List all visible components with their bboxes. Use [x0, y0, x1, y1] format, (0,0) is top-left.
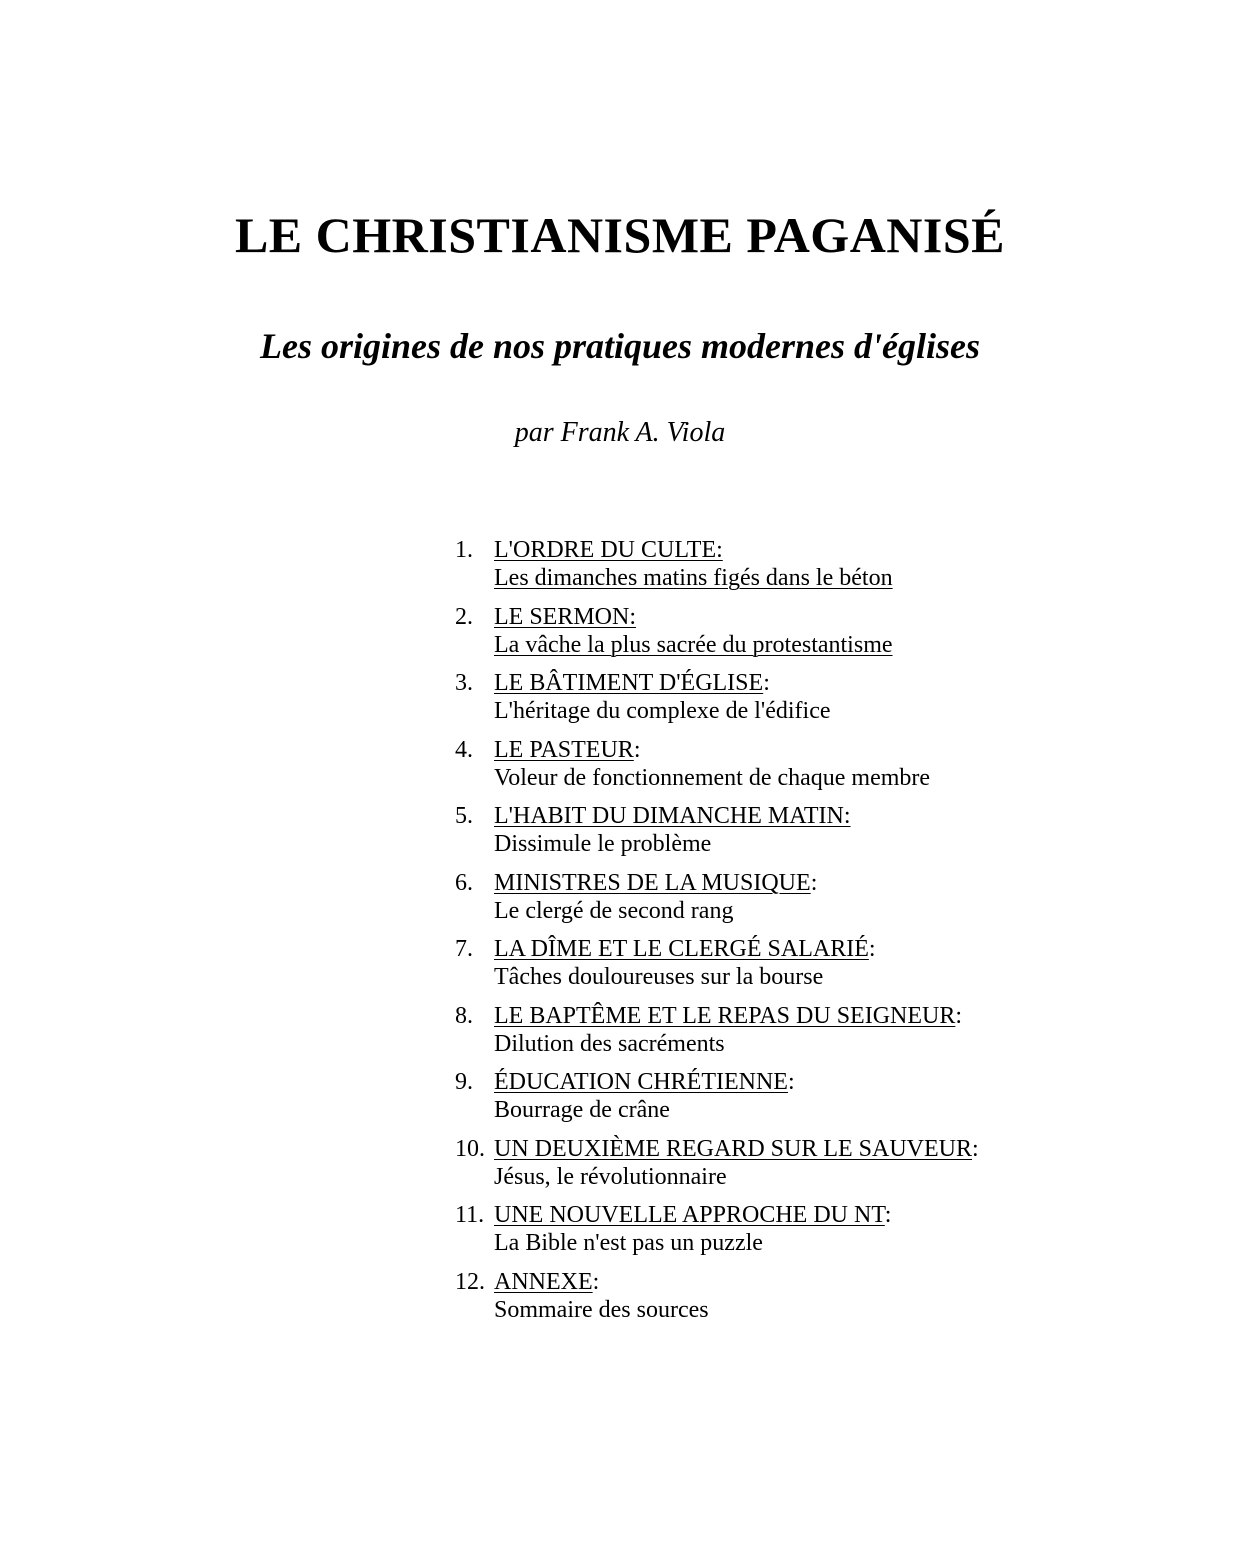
toc-item-number: 5. — [455, 803, 473, 829]
toc-item-number: 7. — [455, 936, 473, 962]
toc-item-heading-line — [494, 1069, 795, 1095]
toc-item-subtitle: Sommaire des sources — [494, 1296, 709, 1323]
toc-item-colon: : — [868, 936, 876, 962]
toc-item-title-link[interactable]: L'ORDRE DU CULTE: — [494, 537, 723, 563]
toc-item-subtitle[interactable]: Les dimanches matins figés dans le béton — [494, 565, 893, 591]
toc-item — [455, 536, 1175, 603]
toc-item-number: 11. — [455, 1202, 485, 1228]
toc-item-title-link[interactable]: UN DEUXIÈME REGARD SUR LE SAUVEUR — [494, 1135, 972, 1162]
toc-item-title-link[interactable]: LE BAPTÊME ET LE REPAS DU SEIGNEUR — [494, 1002, 956, 1029]
toc-item — [455, 869, 1175, 936]
toc-item-number: 4. — [455, 736, 473, 763]
toc-item-number: 6. — [455, 869, 473, 896]
toc-item-title-link[interactable]: LA DÎME ET LE CLERGÉ SALARIÉ — [494, 936, 869, 962]
toc-item-heading-line — [494, 1003, 962, 1029]
toc-item-colon: : — [810, 869, 818, 896]
toc-item-heading-line — [494, 803, 851, 829]
toc-item — [455, 736, 1175, 803]
toc-item-heading-line — [494, 936, 876, 962]
toc-item-title-link[interactable]: LE SERMON: — [494, 603, 637, 630]
toc-item-heading-line — [494, 670, 770, 696]
toc-item-number: 12. — [455, 1268, 485, 1295]
toc-item — [455, 1002, 1175, 1069]
toc-item — [455, 1135, 1175, 1202]
toc-item — [455, 1268, 1175, 1335]
toc-item-heading-line — [494, 537, 723, 563]
toc-item-colon: : — [633, 736, 641, 763]
toc-item — [455, 802, 1175, 869]
toc-item-body — [494, 1068, 795, 1124]
toc-item-colon: : — [884, 1202, 892, 1228]
toc-item-colon: : — [592, 1268, 600, 1295]
toc-item-number: 3. — [455, 670, 473, 696]
toc-item-colon: : — [763, 670, 770, 696]
toc-item-number: 10. — [455, 1135, 485, 1162]
toc-item-subtitle: Voleur de fonctionnement de chaque membre — [494, 764, 931, 791]
toc-item-subtitle: Bourrage de crâne — [494, 1097, 670, 1123]
toc-item-subtitle: La Bible n'est pas un puzzle — [494, 1230, 763, 1256]
toc-item-title-link[interactable]: LE PASTEUR — [494, 736, 634, 763]
toc-item-title-link[interactable]: ÉDUCATION CHRÉTIENNE — [494, 1069, 788, 1095]
toc-item-body — [494, 1268, 709, 1324]
toc-item-colon: : — [972, 1135, 979, 1162]
toc-item-number: 2. — [455, 603, 473, 630]
toc-item — [455, 669, 1175, 736]
toc-item-heading-line — [494, 1136, 979, 1162]
toc-item-body — [494, 935, 876, 991]
toc-item-number: 8. — [455, 1002, 473, 1029]
toc-item-body — [494, 536, 893, 592]
toc-item-body — [494, 869, 817, 925]
toc-item-heading-line — [494, 1269, 599, 1295]
toc-item-title-link[interactable]: ANNEXE — [494, 1268, 593, 1295]
toc-item-subtitle: Dilution des sacréments — [494, 1030, 725, 1057]
toc-item-body — [494, 1002, 962, 1058]
toc-item-number: 1. — [455, 537, 473, 563]
toc-item-title-link[interactable]: LE BÂTIMENT D'ÉGLISE — [494, 670, 764, 696]
toc-item-subtitle: Dissimule le problème — [494, 831, 712, 857]
document-subtitle: Les origines de nos pratiques modernes d'églises — [259, 326, 981, 366]
toc-item-body — [494, 603, 893, 659]
toc-item-title-link[interactable]: UNE NOUVELLE APPROCHE DU NT — [494, 1202, 885, 1228]
toc-item-body — [494, 1135, 979, 1191]
toc-item-title-link[interactable]: L'HABIT DU DIMANCHE MATIN: — [494, 803, 851, 829]
toc-item-colon: : — [787, 1069, 795, 1095]
toc-item-subtitle: Jésus, le révolutionnaire — [494, 1163, 727, 1190]
toc-item — [455, 1201, 1175, 1268]
table-of-contents — [455, 536, 1175, 1334]
toc-item-subtitle[interactable]: La vâche la plus sacrée du protestantisme — [494, 631, 893, 658]
toc-item-body — [494, 1201, 891, 1257]
toc-item-title-link[interactable]: MINISTRES DE LA MUSIQUE — [494, 869, 811, 896]
author-line: par Frank A. Viola — [514, 417, 726, 448]
toc-item — [455, 603, 1175, 670]
toc-item-heading-line — [494, 1202, 891, 1228]
toc-item-subtitle: Le clergé de second rang — [494, 897, 734, 924]
toc-item-colon: : — [955, 1002, 963, 1029]
toc-item-subtitle: L'héritage du complexe de l'édifice — [494, 698, 831, 724]
toc-item-subtitle: Tâches douloureuses sur la bourse — [494, 964, 824, 990]
toc-item — [455, 935, 1175, 1002]
toc-item — [455, 1068, 1175, 1135]
document-title: LE CHRISTIANISME PAGANISÉ — [234, 207, 1006, 263]
toc-item-heading-line — [494, 604, 636, 630]
toc-item-body — [494, 736, 930, 792]
toc-item-heading-line — [494, 870, 817, 896]
toc-item-heading-line — [494, 737, 640, 763]
toc-item-body — [494, 802, 851, 858]
toc-item-number: 9. — [455, 1069, 473, 1095]
toc-item-body — [494, 669, 831, 725]
